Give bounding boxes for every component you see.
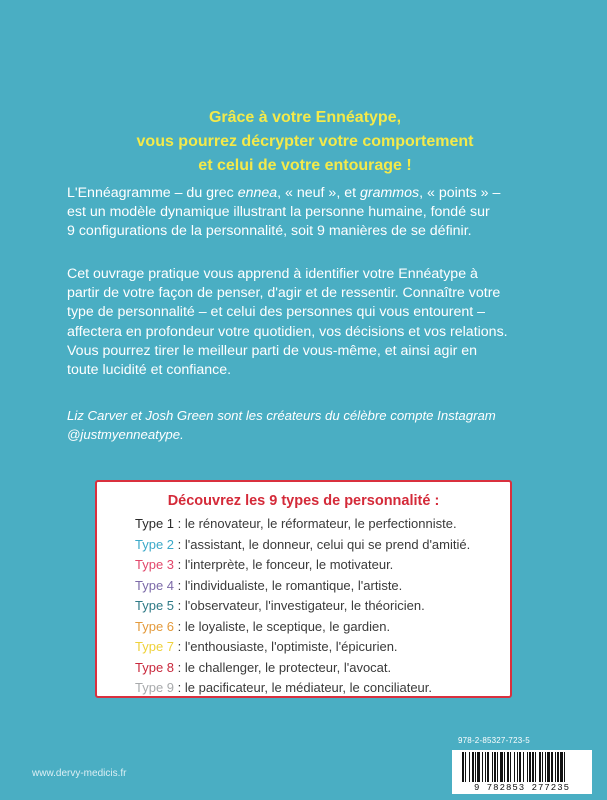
headline: [60, 106, 550, 178]
intro-line-2: est un modèle dynamique illustrant la personne humaine, fondé sur: [67, 204, 490, 221]
intro-text: , « neuf », et: [277, 185, 360, 201]
barcode-icon: [452, 752, 592, 786]
headline-line-3: et celui de votre entourage !: [198, 157, 412, 174]
type-description: : le rénovateur, le réformateur, le perfectionniste.: [174, 516, 457, 531]
intro-line-3: 9 configurations de la personnalité, soit 9 manières de se définir.: [67, 223, 472, 240]
type-label: Type 1: [135, 516, 175, 531]
type-description: : le pacificateur, le médiateur, le conciliateur.: [174, 680, 433, 695]
description-line: toute lucidité et confiance.: [67, 362, 232, 379]
description-line: type de personnalité – et celui des personnes qui vous entourent –: [67, 304, 486, 321]
type-row: [135, 619, 470, 640]
publisher-website: www.dervy-medicis.fr: [32, 768, 127, 779]
type-label: Type 2: [135, 536, 175, 552]
type-row: [135, 578, 470, 599]
types-box-title: Découvrez les 9 types de personnalité :: [167, 493, 440, 509]
headline-line-2: vous pourrez décrypter votre comportement: [136, 133, 474, 150]
type-label: Type 3: [135, 557, 175, 572]
types-list: [135, 516, 470, 701]
type-label: Type 6: [135, 618, 175, 634]
type-description: : l'interprète, le fonceur, le motivateur.: [174, 557, 394, 572]
intro-paragraph: [67, 184, 547, 242]
description-line: partir de votre façon de penser, d'agir et de ressentir. Connaître votre: [67, 285, 501, 302]
isbn-number: 978-2-85327-723-5: [458, 736, 530, 745]
type-description: : l'assistant, le donneur, celui qui se prend d'amitié.: [174, 536, 471, 552]
type-description: : l'observateur, l'investigateur, le théoricien.: [174, 598, 425, 613]
personality-types-box: [95, 480, 512, 698]
barcode-digits: 9 782853 277235: [473, 783, 570, 793]
type-row: [135, 537, 470, 558]
type-row: [135, 516, 470, 537]
type-label: Type 9: [135, 680, 175, 695]
type-row: [135, 660, 470, 681]
type-label: Type 7: [135, 639, 175, 654]
description-paragraph: [67, 265, 547, 380]
intro-term-ennea: ennea: [237, 185, 278, 201]
type-description: : le loyaliste, le sceptique, le gardien.: [174, 618, 391, 634]
description-line: Vous pourrez tirer le meilleur parti de vous-même, et ainsi agir en: [67, 342, 478, 359]
type-label: Type 8: [135, 659, 175, 675]
headline-line-1: Grâce à votre Ennéatype,: [208, 109, 402, 126]
type-row: [135, 639, 470, 660]
intro-line-1: [67, 184, 547, 203]
type-label: Type 5: [135, 598, 175, 613]
authors-line-1: Liz Carver et Josh Green sont les créateurs du célèbre compte Instagram: [67, 408, 496, 423]
description-line: affectera en profondeur votre quotidien, vos décisions et vos relations.: [67, 323, 508, 340]
type-label: Type 4: [135, 577, 175, 593]
barcode: [452, 750, 592, 794]
type-description: : l'enthousiaste, l'optimiste, l'épicurien.: [174, 639, 398, 654]
type-description: : le challenger, le protecteur, l'avocat.: [174, 659, 392, 675]
type-description: : l'individualiste, le romantique, l'artiste.: [174, 577, 403, 593]
type-row: [135, 680, 470, 701]
description-line: Cet ouvrage pratique vous apprend à identifier votre Ennéatype à: [67, 266, 478, 282]
type-row: [135, 598, 470, 619]
type-row: [135, 557, 470, 578]
intro-term-grammos: grammos: [359, 185, 420, 201]
authors-line-2: @justmyenneatype.: [67, 427, 184, 443]
authors-note: [67, 406, 547, 444]
intro-text: , « points » –: [419, 185, 501, 201]
intro-text: L'Ennéagramme – du grec: [67, 185, 238, 201]
